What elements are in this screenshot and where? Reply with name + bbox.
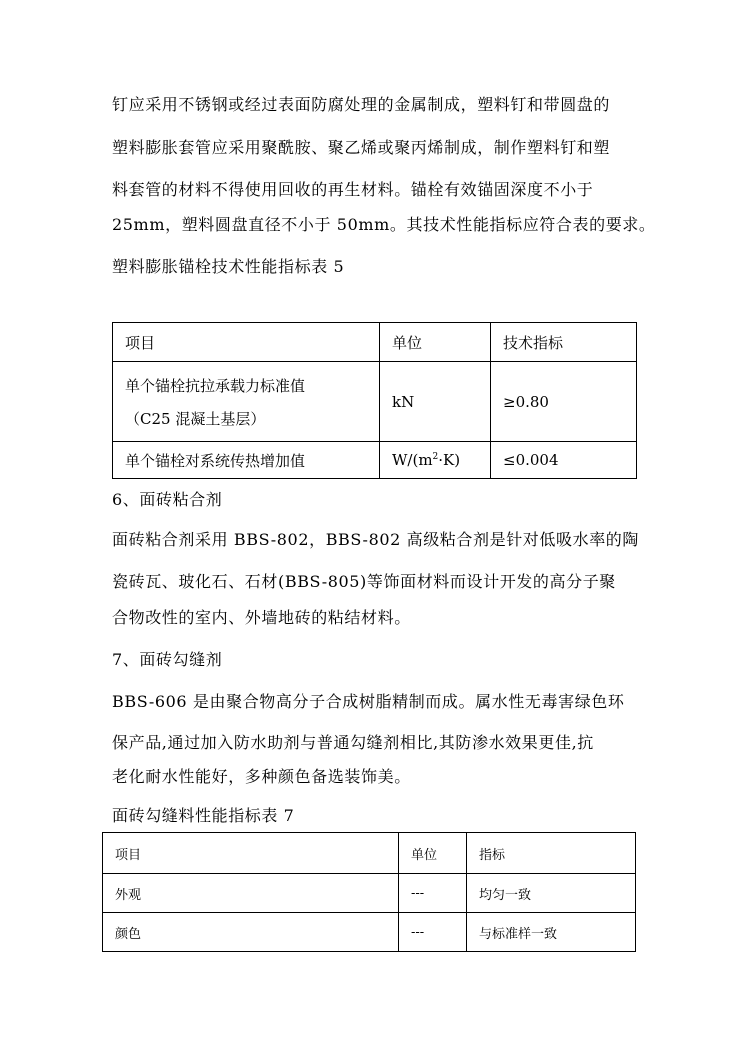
table-header-row [103,833,636,874]
paragraph-line: 料套管的材料不得使用回收的再生材料。锚栓有效锚固深度不小于 [112,180,594,199]
table-cell-unit: --- [399,874,467,913]
table-row [113,442,637,479]
paragraph-line: 塑料膨胀套管应采用聚酰胺、聚乙烯或聚丙烯制成，制作塑料钉和塑 [112,138,611,157]
table5-caption: 塑料膨胀锚栓技术性能指标表 5 [112,257,345,276]
table-cell-value: ≤0.004 [491,442,637,479]
table-header-cell: 项目 [113,323,380,362]
table5 [112,322,637,479]
table-cell-item: 单个锚栓对系统传热增加值 [113,442,380,479]
table-header-cell: 技术指标 [491,323,637,362]
table-cell-value: 与标准样一致 [467,913,636,952]
item-note: （C25 混凝土基层） [125,409,266,428]
paragraph-line: 25mm，塑料圆盘直径不小于 50mm。其技术性能指标应符合表的要求。 [112,215,656,234]
paragraph-line: BBS-606 是由聚合物高分子合成树脂精制而成。属水性无毒害绿色环 [112,692,625,711]
table-cell-item: 颜色 [103,913,399,952]
table-header-row [113,323,637,362]
item-label: 单个锚栓抗拉承载力标准值 [125,376,306,395]
table-header-cell: 单位 [399,833,467,874]
table-cell-value: 均匀一致 [467,874,636,913]
table-row [113,362,637,442]
table-cell-unit [380,442,491,479]
paragraph-line: 合物改性的室内、外墙地砖的粘结材料。 [112,608,411,627]
table-cell-unit: kN [380,362,491,442]
table-cell-item: 外观 [103,874,399,913]
table-row [103,874,636,913]
section-heading: 6、面砖粘合剂 [112,490,223,509]
paragraph-line: 面砖粘合剂采用 BBS-802，BBS-802 高级粘合剂是针对低吸水率的陶 [112,530,639,549]
table-row [103,913,636,952]
table-cell-unit: --- [399,913,467,952]
table-cell-item [113,362,380,442]
table-header-cell: 单位 [380,323,491,362]
paragraph-line: 瓷砖瓦、玻化石、石材(BBS-805)等饰面材料而设计开发的高分子聚 [112,572,616,591]
table7-caption: 面砖勾缝料性能指标表 7 [112,806,295,825]
table-header-cell: 项目 [103,833,399,874]
table-cell-value: ≥0.80 [491,362,637,442]
unit-suffix: ·K) [438,451,461,469]
table7 [102,832,636,952]
table-header-cell: 指标 [467,833,636,874]
paragraph-line: 钉应采用不锈钢或经过表面防腐处理的金属制成，塑料钉和带圆盘的 [112,95,611,114]
unit-prefix: W/(m [392,451,433,469]
paragraph-line: 老化耐水性能好，多种颜色备选装饰美。 [112,767,411,786]
unit-superscript: 2 [432,452,439,462]
section-heading: 7、面砖勾缝剂 [112,650,223,669]
paragraph-line: 保产品,通过加入防水助剂与普通勾缝剂相比,其防渗水效果更佳,抗 [112,733,594,752]
